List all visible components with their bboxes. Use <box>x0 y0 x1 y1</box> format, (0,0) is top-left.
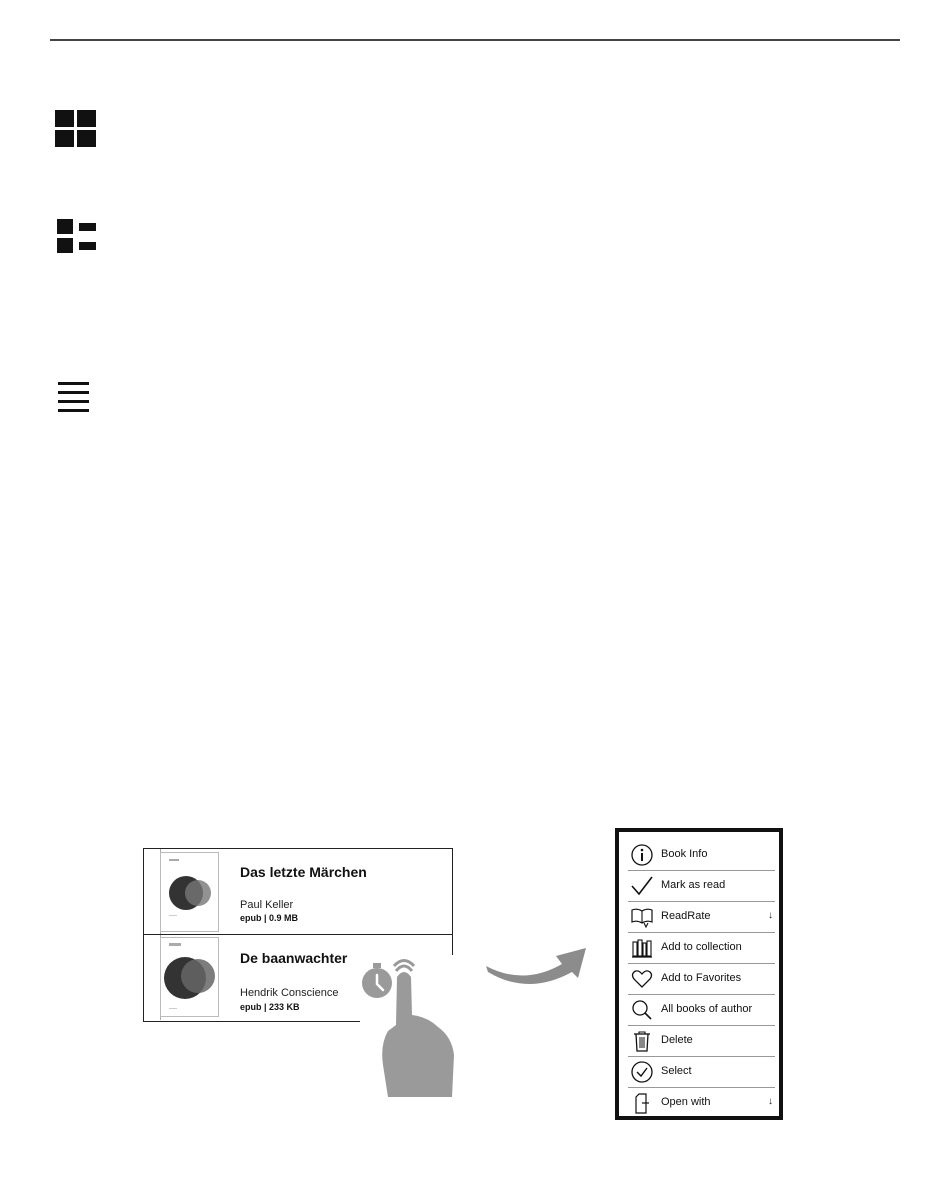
menu-item-readrate[interactable] <box>628 902 775 933</box>
book-author: Hendrik Conscience <box>240 987 339 999</box>
heart-icon <box>631 968 653 990</box>
menu-item-all-books-of-author[interactable] <box>628 995 775 1026</box>
collection-icon <box>631 937 653 959</box>
menu-item-label: Add to collection <box>661 941 742 953</box>
menu-item-label: Add to Favorites <box>661 972 742 984</box>
trash-icon <box>631 1030 653 1052</box>
menu-item-mark-as-read[interactable] <box>628 871 775 902</box>
book-meta: epub | 233 KB <box>240 1002 300 1012</box>
menu-item-label: Delete <box>661 1034 693 1046</box>
menu-item-open-with[interactable] <box>628 1088 775 1118</box>
long-press-gesture <box>360 955 470 1100</box>
detail-view-icon[interactable] <box>57 219 97 254</box>
menu-item-label: Open with <box>661 1096 711 1108</box>
select-circle-icon <box>631 1061 653 1083</box>
open-with-icon <box>631 1092 653 1114</box>
menu-item-delete[interactable] <box>628 1026 775 1057</box>
menu-item-label: ReadRate <box>661 910 711 922</box>
readrate-icon <box>631 906 653 928</box>
search-icon <box>631 999 653 1021</box>
menu-item-add-to-collection[interactable] <box>628 933 775 964</box>
menu-item-select[interactable] <box>628 1057 775 1088</box>
curved-arrow-icon <box>484 938 588 986</box>
hand-tap-icon <box>360 955 470 1100</box>
book-cover <box>160 852 219 932</box>
top-divider <box>50 39 900 41</box>
book-cover <box>160 937 219 1017</box>
book-author: Paul Keller <box>240 899 294 911</box>
checkmark-icon <box>631 875 653 897</box>
menu-item-add-to-favorites[interactable] <box>628 964 775 995</box>
book-meta: epub | 0.9 MB <box>240 913 299 923</box>
row-margin <box>144 849 161 934</box>
list-view-icon[interactable] <box>58 382 90 414</box>
info-icon <box>631 844 653 866</box>
menu-item-book-info[interactable] <box>628 840 775 871</box>
book-row[interactable] <box>144 849 452 935</box>
grid-view-icon[interactable] <box>55 110 97 148</box>
menu-item-label: Mark as read <box>661 879 726 891</box>
book-title: De baanwachter <box>240 950 348 966</box>
submenu-arrow-icon: ↓ <box>768 910 773 921</box>
book-context-menu <box>615 828 783 1120</box>
row-margin <box>144 935 161 1020</box>
submenu-arrow-icon: ↓ <box>768 1096 773 1107</box>
book-title: Das letzte Märchen <box>240 864 367 880</box>
menu-item-label: All books of author <box>661 1003 753 1015</box>
menu-item-label: Select <box>661 1065 692 1077</box>
menu-item-label: Book Info <box>661 848 708 860</box>
